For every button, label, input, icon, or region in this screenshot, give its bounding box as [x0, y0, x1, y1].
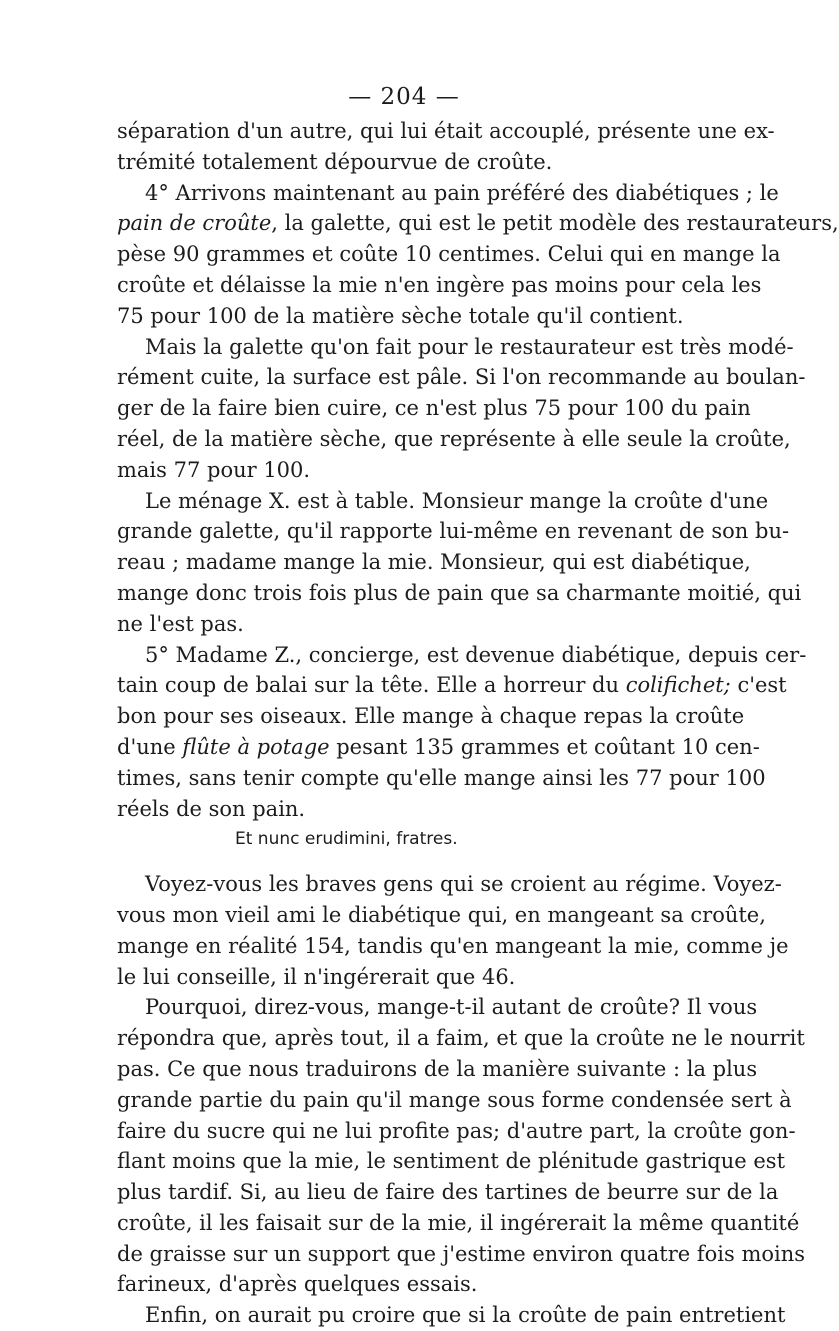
text-line: plus tardif. Si, au lieu de faire des tartines de beurre sur de la [117, 1180, 779, 1205]
page-body [117, 116, 839, 1331]
text-line: Enfin, on aurait pu croire que si la croûte de pain entretient [145, 1303, 786, 1328]
text-block-2 [117, 869, 806, 1331]
text-line: 5° Madame Z., concierge, est devenue diabétique, depuis cer- [145, 642, 807, 667]
text-line: Voyez-vous les braves gens qui se croient au régime. Voyez- [145, 872, 782, 897]
spacer [117, 855, 681, 869]
text-line: mange en réalité 154, tandis qu'en mangeant la mie, comme je [117, 933, 789, 958]
text-line: grande partie du pain qu'il mange sous forme condensée sert à [117, 1087, 792, 1112]
italic-text: flûte à potage [182, 734, 330, 759]
text-line: flant moins que la mie, le sentiment de plénitude gastrique est [117, 1149, 786, 1174]
text-line: grande galette, qu'il rapporte lui-même en revenant de son bu- [117, 519, 790, 544]
text-line: rément cuite, la surface est pâle. Si l'on recommande au boulan- [117, 365, 806, 390]
text-line: Le ménage X. est à table. Monsieur mange la croûte d'une [145, 488, 769, 513]
text-line: répondra que, après tout, il a faim, et que la croûte ne le nourrit [117, 1026, 805, 1051]
text-run: d'une [117, 734, 183, 759]
text-line: trémité totalement dépourvue de croûte. [117, 149, 553, 174]
text-line: 4° Arrivons maintenant au pain préféré des diabétiques ; le [145, 180, 779, 205]
text-run: , la galette, qui est le petit modèle des restaurateurs, [271, 211, 839, 236]
text-line: reau ; madame mange la mie. Monsieur, qui est diabétique, [117, 550, 751, 575]
text-line: bon pour ses oiseaux. Elle mange à chaque repas la croûte [117, 704, 745, 729]
text-line: mange donc trois fois plus de pain que sa charmante moitié, qui [117, 580, 802, 605]
text-line: réel, de la matière sèche, que représente à elle seule la croûte, [117, 426, 791, 451]
text-run: c'est [730, 673, 787, 698]
text-block-1 [117, 116, 839, 824]
text-line: ne l'est pas. [117, 611, 244, 636]
epigraph: Et nunc erudimini, fratres. [235, 829, 458, 850]
italic-text: pain de croûte [117, 211, 272, 236]
text-line: séparation d'un autre, qui lui était accouplé, présente une ex- [117, 119, 775, 143]
page-number: — 204 — [348, 84, 460, 110]
text-line: 75 pour 100 de la matière sèche totale qu'il contient. [117, 303, 684, 328]
text-line: faire du sucre qui ne lui profite pas; d'autre part, la croûte gon- [117, 1118, 796, 1143]
text-line: réels de son pain. [117, 796, 306, 821]
text-run: tain coup de balai sur la tête. Elle a horreur du [117, 673, 626, 698]
text-line [117, 670, 787, 701]
text-run: pesant 135 grammes et coûtant 10 cen- [329, 734, 760, 759]
italic-text: colifichet; [625, 673, 731, 698]
text-line: farineux, d'après quelques essais. [117, 1272, 478, 1297]
text-line: mais 77 pour 100. [117, 457, 311, 482]
text-line [117, 208, 839, 239]
text-line: le lui conseille, il n'ingérerait que 46. [117, 964, 516, 989]
text-line: croûte, il les faisait sur de la mie, il ingérerait la même quantité [117, 1210, 800, 1235]
text-line [117, 732, 760, 763]
text-line: de graisse sur un support que j'estime environ quatre fois moins [117, 1241, 806, 1266]
text-line: croûte et délaisse la mie n'en ingère pas moins pour cela les [117, 272, 762, 297]
text-line: pèse 90 grammes et coûte 10 centimes. Celui qui en mange la [117, 242, 781, 267]
text-line: vous mon vieil ami le diabétique qui, en mangeant sa croûte, [117, 902, 766, 927]
text-line: Mais la galette qu'on fait pour le restaurateur est très modé- [145, 334, 794, 359]
text-line: times, sans tenir compte qu'elle mange ainsi les 77 pour 100 [117, 765, 766, 790]
text-line: ger de la faire bien cuire, ce n'est plus 75 pour 100 du pain [117, 396, 751, 421]
text-line: Pourquoi, direz-vous, mange-t-il autant de croûte? Il vous [145, 995, 758, 1020]
text-line: pas. Ce que nous traduirons de la manière suivante : la plus [117, 1056, 758, 1081]
